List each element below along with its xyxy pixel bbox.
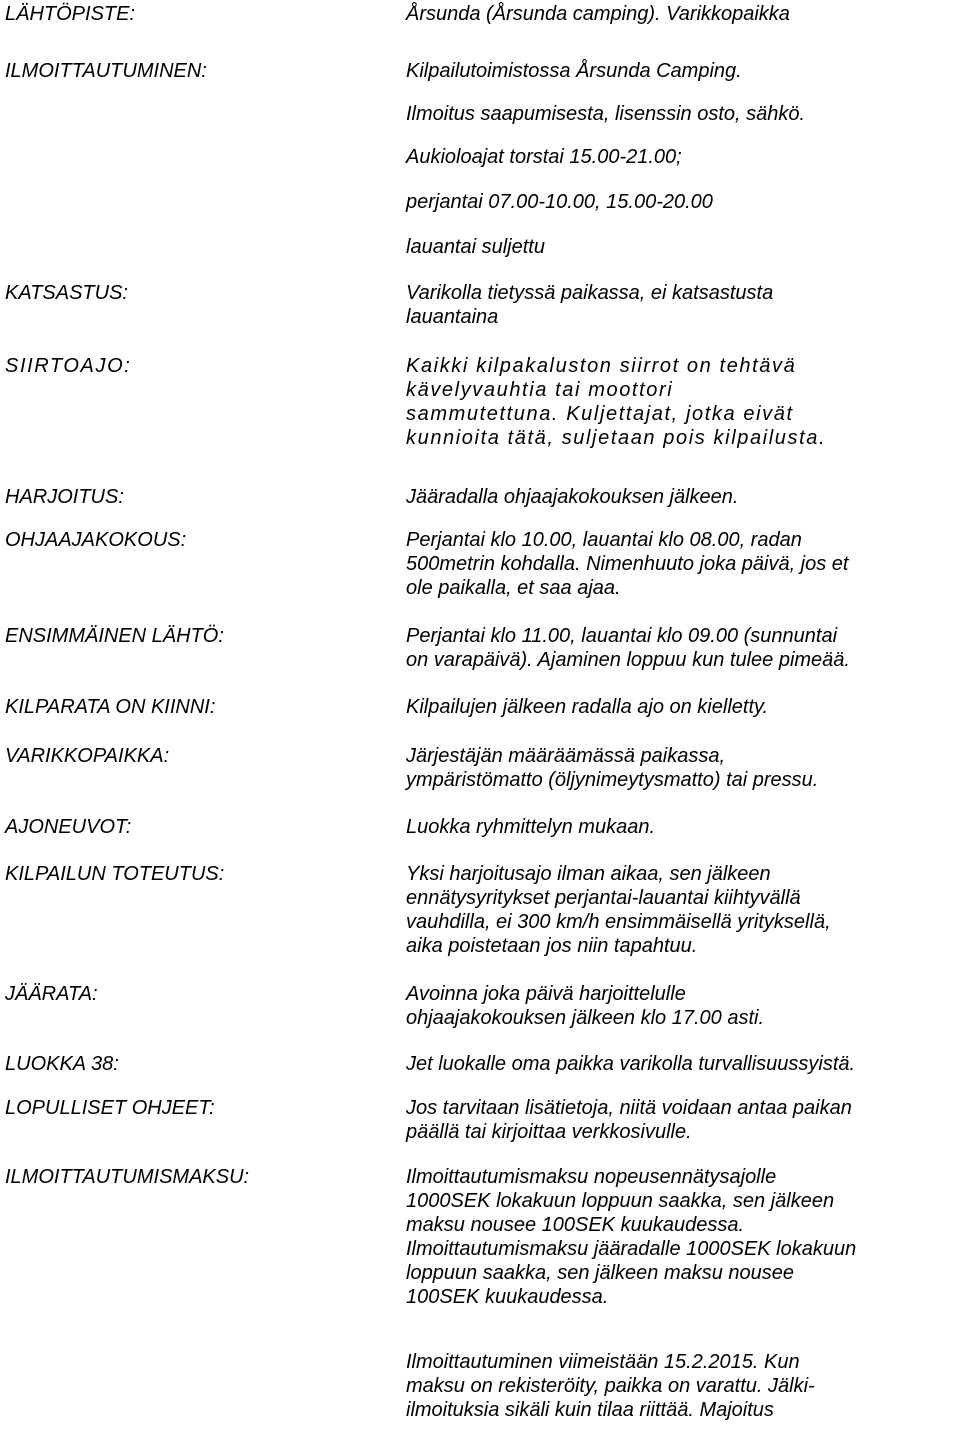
value-ajoneuvot — [406, 815, 655, 839]
label-ajoneuvot: AJONEUVOT: — [5, 816, 132, 838]
text-line: Jääradalla ohjaajakokouksen jälkeen. — [406, 486, 739, 508]
text-line: Aukioloajat torstai 15.00-21.00; — [406, 146, 682, 168]
text-line: on varapäivä). Ajaminen loppuu kun tulee pimeää. — [406, 649, 850, 671]
label-jaarata: JÄÄRATA: — [5, 983, 98, 1005]
text-line: Ilmoittautuminen viimeistään 15.2.2015. Kun — [406, 1351, 800, 1373]
value-katsastus — [406, 281, 773, 329]
label-kilparata-kiinni: KILPARATA ON KIINNI: — [5, 696, 216, 718]
text-line: Ilmoittautumismaksu jääradalle 1000SEK lokakuun — [406, 1238, 857, 1260]
text-line: ennätysyritykset perjantai-lauantai kiihtyvällä — [406, 887, 801, 909]
value-ilmoittautuminen-viimeistaan — [406, 1350, 815, 1422]
value-luokka-38 — [406, 1052, 855, 1076]
label-ensimmainen-lahto: ENSIMMÄINEN LÄHTÖ: — [5, 625, 224, 647]
value-harjoitus — [406, 485, 738, 509]
text-line: kävelyvauhtia tai moottori — [406, 379, 674, 401]
text-line: Yksi harjoitusajo ilman aikaa, sen jälkeen — [406, 863, 771, 885]
label-kilpailun-toteutus: KILPAILUN TOTEUTUS: — [5, 863, 225, 885]
label-luokka-38: LUOKKA 38: — [5, 1053, 119, 1075]
text-line: vauhdilla, ei 300 km/h ensimmäisellä yrityksellä, — [406, 911, 831, 933]
value-lopulliset-ohjeet — [406, 1096, 852, 1144]
text-line: maksu nousee 100SEK kuukaudessa. — [406, 1214, 744, 1236]
text-line: Ilmoitus saapumisesta, lisenssin osto, sähkö. — [406, 103, 806, 125]
value-lahtopiste — [406, 2, 790, 26]
label-varikkopaikka: VARIKKOPAIKKA: — [5, 745, 170, 767]
value-aukioloajat — [406, 145, 682, 169]
value-siirtoajo — [406, 354, 826, 450]
label-lahtopiste: LÄHTÖPISTE: — [5, 3, 136, 25]
text-line: 1000SEK lokakuun loppuun saakka, sen jälkeen — [406, 1190, 835, 1212]
text-line: ympäristömatto (öljynimeytysmatto) tai pressu. — [406, 769, 819, 791]
value-lauantai — [406, 235, 545, 259]
text-line: aika poistetaan jos niin tapahtuu. — [406, 935, 698, 957]
text-line: ohjaajakokouksen jälkeen klo 17.00 asti. — [406, 1007, 765, 1029]
text-line: päällä tai kirjoittaa verkkosivulle. — [406, 1121, 692, 1143]
text-line: ilmoituksia sikäli kuin tilaa riittää. Majoitus — [406, 1399, 774, 1421]
text-line: kunnioita tätä, suljetaan pois kilpailusta. — [406, 427, 827, 449]
text-line: 500metrin kohdalla. Nimenhuuto joka päivä, jos et — [406, 553, 849, 575]
value-kilparata-kiinni — [406, 695, 768, 719]
value-perjantai — [406, 190, 713, 214]
label-katsastus: KATSASTUS: — [5, 282, 128, 304]
text-line: Jos tarvitaan lisätietoja, niitä voidaan antaa paikan — [406, 1097, 852, 1119]
text-line: Årsunda (Årsunda camping). Varikkopaikka — [406, 3, 790, 25]
text-line: 100SEK kuukaudessa. — [406, 1286, 609, 1308]
value-ensimmainen-lahto — [406, 624, 850, 672]
text-line: Varikolla tietyssä paikassa, ei katsastusta — [406, 282, 774, 304]
text-line: Luokka ryhmittelyn mukaan. — [406, 816, 656, 838]
value-kilpailun-toteutus — [406, 862, 831, 958]
label-ilmoittautumismaksu: ILMOITTAUTUMISMAKSU: — [5, 1166, 250, 1188]
text-line: lauantaina — [406, 306, 499, 328]
value-ilmoitus-saapumisesta — [406, 102, 805, 126]
label-harjoitus: HARJOITUS: — [5, 486, 124, 508]
text-line: Ilmoittautumismaksu nopeusennätysajolle — [406, 1166, 777, 1188]
label-siirtoajo: SIIRTOAJO: — [5, 355, 132, 377]
text-line: perjantai 07.00-10.00, 15.00-20.00 — [406, 191, 713, 213]
label-ohjaajakokous: OHJAAJAKOKOUS: — [5, 529, 187, 551]
value-jaarata — [406, 982, 764, 1030]
text-line: Avoinna joka päivä harjoittelulle — [406, 983, 686, 1005]
text-line: Kilpailujen jälkeen radalla ajo on kielletty. — [406, 696, 769, 718]
value-varikkopaikka — [406, 744, 818, 792]
text-line: sammutettuna. Kuljettajat, jotka eivät — [406, 403, 794, 425]
text-line: Kaikki kilpakaluston siirrot on tehtävä — [406, 355, 797, 377]
label-lopulliset-ohjeet: LOPULLISET OHJEET: — [5, 1097, 215, 1119]
value-ilmoittautumismaksu — [406, 1165, 856, 1309]
value-ilmoittautuminen — [406, 59, 742, 83]
text-line: Kilpailutoimistossa Årsunda Camping. — [406, 60, 742, 82]
text-line: lauantai suljettu — [406, 236, 545, 258]
text-line: loppuun saakka, sen jälkeen maksu nousee — [406, 1262, 795, 1284]
text-line: Perjantai klo 11.00, lauantai klo 09.00 (sunnuntai — [406, 625, 838, 647]
text-line: Järjestäjän määräämässä paikassa, — [406, 745, 726, 767]
label-ilmoittautuminen: ILMOITTAUTUMINEN: — [5, 60, 207, 82]
text-line: Jet luokalle oma paikka varikolla turvallisuussyistä. — [406, 1053, 856, 1075]
text-line: maksu on rekisteröity, paikka on varattu. Jälki- — [406, 1375, 815, 1397]
value-ohjaajakokous — [406, 528, 848, 600]
text-line: Perjantai klo 10.00, lauantai klo 08.00, radan — [406, 529, 802, 551]
text-line: ole paikalla, et saa ajaa. — [406, 577, 621, 599]
